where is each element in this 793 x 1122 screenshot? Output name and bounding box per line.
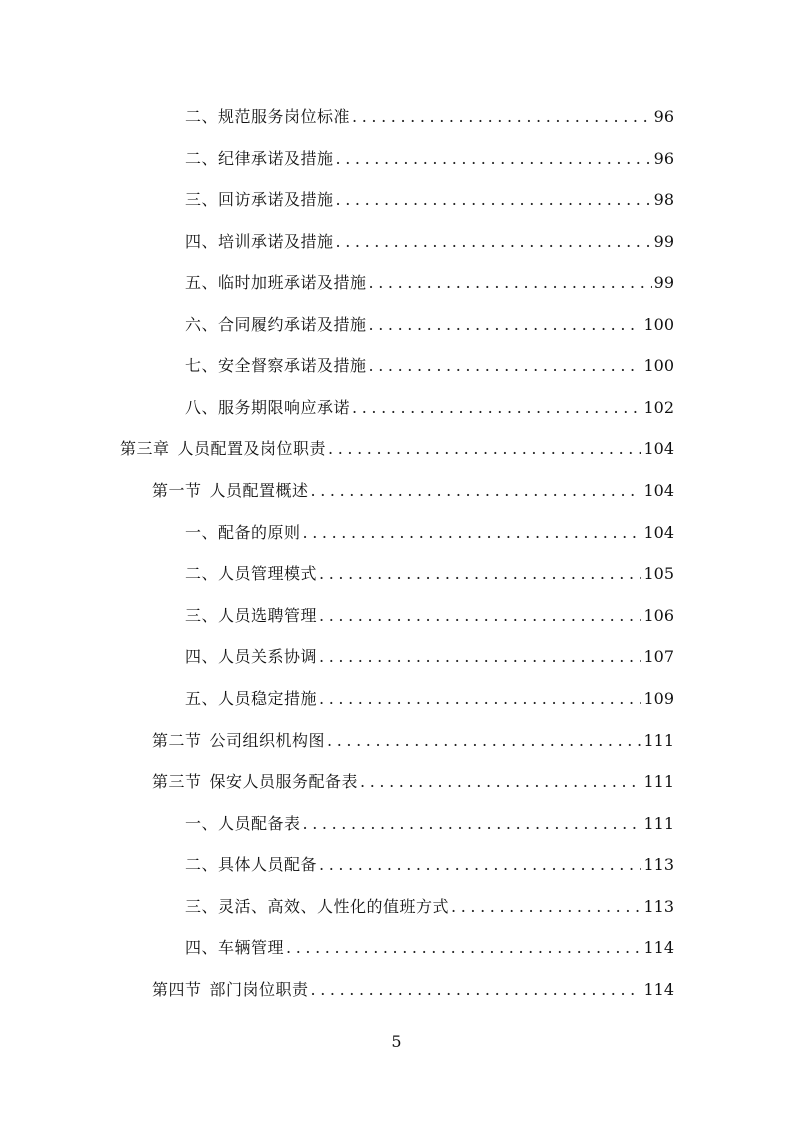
toc-entry-page: 102 bbox=[643, 398, 674, 417]
toc-entry-page: 104 bbox=[643, 523, 674, 542]
toc-entry-page: 109 bbox=[643, 689, 674, 708]
page-number: 5 bbox=[391, 1032, 402, 1051]
toc-entry-page: 98 bbox=[653, 190, 674, 209]
dot-leader bbox=[286, 936, 641, 960]
dot-leader bbox=[319, 562, 641, 586]
toc-entry-page: 100 bbox=[643, 315, 674, 334]
toc-entry-title bbox=[152, 479, 309, 503]
dot-leader bbox=[369, 313, 642, 337]
dot-leader bbox=[336, 230, 652, 254]
dot-leader bbox=[369, 354, 642, 378]
toc-entry-page: 111 bbox=[643, 731, 674, 750]
toc-entry[interactable] bbox=[185, 687, 674, 711]
toc-entry-title: 五、临时加班承诺及措施 bbox=[185, 273, 367, 292]
toc-entry-text: 人员配置概述 bbox=[209, 481, 309, 500]
toc-entry-title: 四、人员关系协调 bbox=[185, 647, 318, 666]
toc-entry-label: 第一节 bbox=[152, 481, 202, 500]
toc-entry[interactable] bbox=[185, 396, 674, 420]
toc-entry[interactable] bbox=[185, 188, 674, 212]
toc-entry[interactable] bbox=[185, 895, 674, 919]
toc-entry[interactable] bbox=[185, 812, 674, 836]
toc-entry[interactable] bbox=[185, 521, 674, 545]
toc-entry-page: 99 bbox=[653, 273, 674, 292]
toc-entry[interactable] bbox=[185, 313, 674, 337]
toc-entry-page: 107 bbox=[643, 647, 674, 666]
dot-leader bbox=[327, 729, 641, 753]
toc-entry[interactable] bbox=[185, 105, 674, 129]
toc-entry-title: 五、人员稳定措施 bbox=[185, 689, 318, 708]
toc-entry-label: 第二节 bbox=[152, 731, 202, 750]
toc-entry[interactable] bbox=[185, 354, 674, 378]
toc-entry-page: 114 bbox=[643, 938, 674, 957]
toc-entry-page: 113 bbox=[643, 897, 674, 916]
toc-entry[interactable] bbox=[185, 936, 674, 960]
toc-entry-title bbox=[152, 770, 358, 794]
toc-entry-page: 104 bbox=[643, 481, 674, 500]
dot-leader bbox=[360, 770, 641, 794]
dot-leader bbox=[311, 978, 642, 1002]
toc-entry-title bbox=[152, 978, 309, 1002]
dot-leader bbox=[319, 687, 641, 711]
toc-section-entry[interactable] bbox=[152, 770, 674, 794]
toc-entry-title: 三、灵活、高效、人性化的值班方式 bbox=[185, 897, 450, 916]
toc-entry-title: 二、规范服务岗位标准 bbox=[185, 107, 351, 126]
toc-entry[interactable] bbox=[185, 645, 674, 669]
toc-entry-text: 人员配置及岗位职责 bbox=[177, 439, 327, 458]
toc-entry[interactable] bbox=[185, 562, 674, 586]
toc-entry-page: 96 bbox=[653, 149, 674, 168]
toc-entry-title: 六、合同履约承诺及措施 bbox=[185, 315, 367, 334]
toc-entry-title: 三、回访承诺及措施 bbox=[185, 190, 334, 209]
toc-entry-page: 96 bbox=[653, 107, 674, 126]
toc-entry[interactable] bbox=[185, 853, 674, 877]
dot-leader bbox=[319, 604, 641, 628]
dot-leader bbox=[352, 396, 641, 420]
dot-leader bbox=[303, 521, 642, 545]
dot-leader bbox=[336, 147, 652, 171]
toc-entry-text: 部门岗位职责 bbox=[209, 980, 309, 999]
toc-section-entry[interactable] bbox=[152, 978, 674, 1002]
toc-entry-title bbox=[120, 437, 326, 461]
dot-leader bbox=[328, 437, 641, 461]
dot-leader bbox=[319, 645, 641, 669]
toc-entry-page: 113 bbox=[643, 855, 674, 874]
toc-entry-title bbox=[152, 729, 325, 753]
dot-leader bbox=[336, 188, 652, 212]
toc-entry-title: 三、人员选聘管理 bbox=[185, 606, 318, 625]
toc-entry-text: 公司组织机构图 bbox=[209, 731, 326, 750]
toc-entry-title: 二、纪律承诺及措施 bbox=[185, 149, 334, 168]
toc-entry[interactable] bbox=[185, 230, 674, 254]
toc-entry-title: 一、人员配备表 bbox=[185, 814, 301, 833]
toc-entry-page: 99 bbox=[653, 232, 674, 251]
dot-leader bbox=[369, 271, 652, 295]
toc-entry-page: 100 bbox=[643, 356, 674, 375]
toc-entry-page: 111 bbox=[643, 772, 674, 791]
toc-entry[interactable] bbox=[185, 271, 674, 295]
toc-entry-label: 第三节 bbox=[152, 772, 202, 791]
toc-section-entry[interactable] bbox=[152, 729, 674, 753]
toc-entry-page: 114 bbox=[643, 980, 674, 999]
dot-leader bbox=[311, 479, 642, 503]
toc-section-entry[interactable] bbox=[152, 479, 674, 503]
toc-entry-page: 105 bbox=[643, 564, 674, 583]
dot-leader bbox=[303, 812, 642, 836]
toc-entry-title: 四、车辆管理 bbox=[185, 938, 285, 957]
toc-entry-title: 二、人员管理模式 bbox=[185, 564, 318, 583]
dot-leader bbox=[352, 105, 652, 129]
toc-chapter-entry[interactable] bbox=[120, 437, 674, 461]
toc-entry-text: 保安人员服务配备表 bbox=[209, 772, 359, 791]
toc-entry[interactable] bbox=[185, 147, 674, 171]
toc-entry-title: 一、配备的原则 bbox=[185, 523, 301, 542]
toc-entry-label: 第四节 bbox=[152, 980, 202, 999]
dot-leader bbox=[319, 853, 641, 877]
dot-leader bbox=[451, 895, 641, 919]
toc-entry-title: 八、服务期限响应承诺 bbox=[185, 398, 351, 417]
toc-entry[interactable] bbox=[185, 604, 674, 628]
toc-entry-page: 104 bbox=[643, 439, 674, 458]
toc-entry-page: 111 bbox=[643, 814, 674, 833]
toc-entry-label: 第三章 bbox=[120, 439, 170, 458]
toc-entry-title: 七、安全督察承诺及措施 bbox=[185, 356, 367, 375]
toc-entry-title: 四、培训承诺及措施 bbox=[185, 232, 334, 251]
toc-entry-title: 二、具体人员配备 bbox=[185, 855, 318, 874]
toc-entry-page: 106 bbox=[643, 606, 674, 625]
